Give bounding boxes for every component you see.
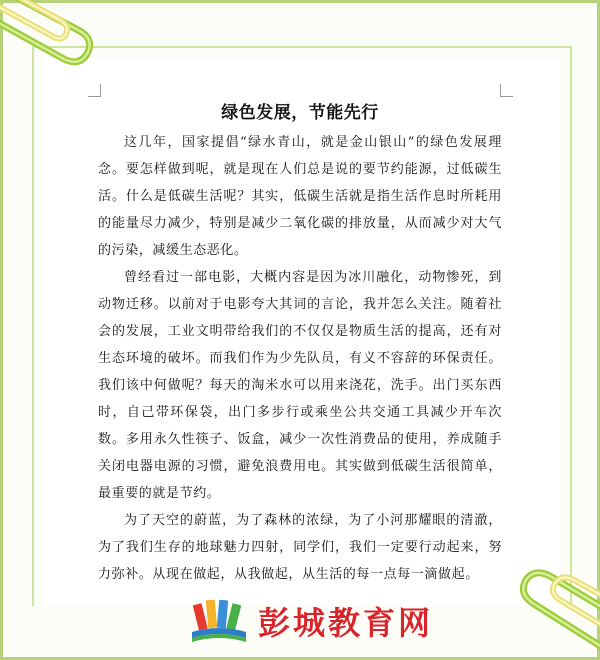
document-title: 绿色发展，节能先行 bbox=[221, 103, 379, 123]
brand-name: 彭城教育网 bbox=[258, 604, 434, 642]
site-watermark bbox=[190, 596, 433, 646]
frame-divider-right bbox=[570, 46, 572, 606]
paragraph: 曾经看过一部电影，大概内容是因为冰川融化，动物惨死，到动物迁移。以前对于电影夸大其词的言论，我并怎么关注。随着社会的发展，工业文明带给我们的不仅仅是物质生活的提高，还有对生态环境的破坏。而我们作为少先队员，有义不容辞的环保责任。我们该中何做呢？每天的淘米水可以用来浇花，洗手。出门买东西时，自己带环保袋，出门多步行或乘坐公共交通工具减少开车次数。多用永久性筷子、饭盒，减少一次性消费品的使用，养成随手关闭电器电源的习惯，避免浪费用电。其实做到低碳生活很简单，最重要的就是节约。 bbox=[98, 270, 502, 501]
paperclip-icon bbox=[500, 560, 600, 660]
margin-corner-mark bbox=[500, 84, 513, 97]
paperclip-icon bbox=[0, 0, 110, 80]
paragraph: 为了天空的蔚蓝，为了森林的浓绿，为了小河那耀眼的清澈，为了我们生存的地球魅力四射，同学们，我们一定要行动起来，努力弥补。从现在做起，从我做起，从生活的每一点每一滴做起。 bbox=[98, 513, 502, 582]
document-body bbox=[98, 98, 502, 588]
frame-divider-left bbox=[32, 46, 34, 606]
open-book-logo-icon bbox=[190, 598, 248, 644]
frame-divider-top bbox=[32, 46, 572, 48]
margin-corner-mark bbox=[88, 84, 101, 97]
paragraph: 这几年，国家提倡“绿水青山，就是金山银山”的绿色发展理念。要怎样做到呢，就是现在人们总是说的要节约能源，过低碳生活。什么是低碳生活呢？其实，低碳生活就是指生活作息时所耗用的能量尽力减少，特别是减少二氧化碳的排放量，从而减少对大气的污染，减缓生态恶化。 bbox=[98, 135, 502, 258]
